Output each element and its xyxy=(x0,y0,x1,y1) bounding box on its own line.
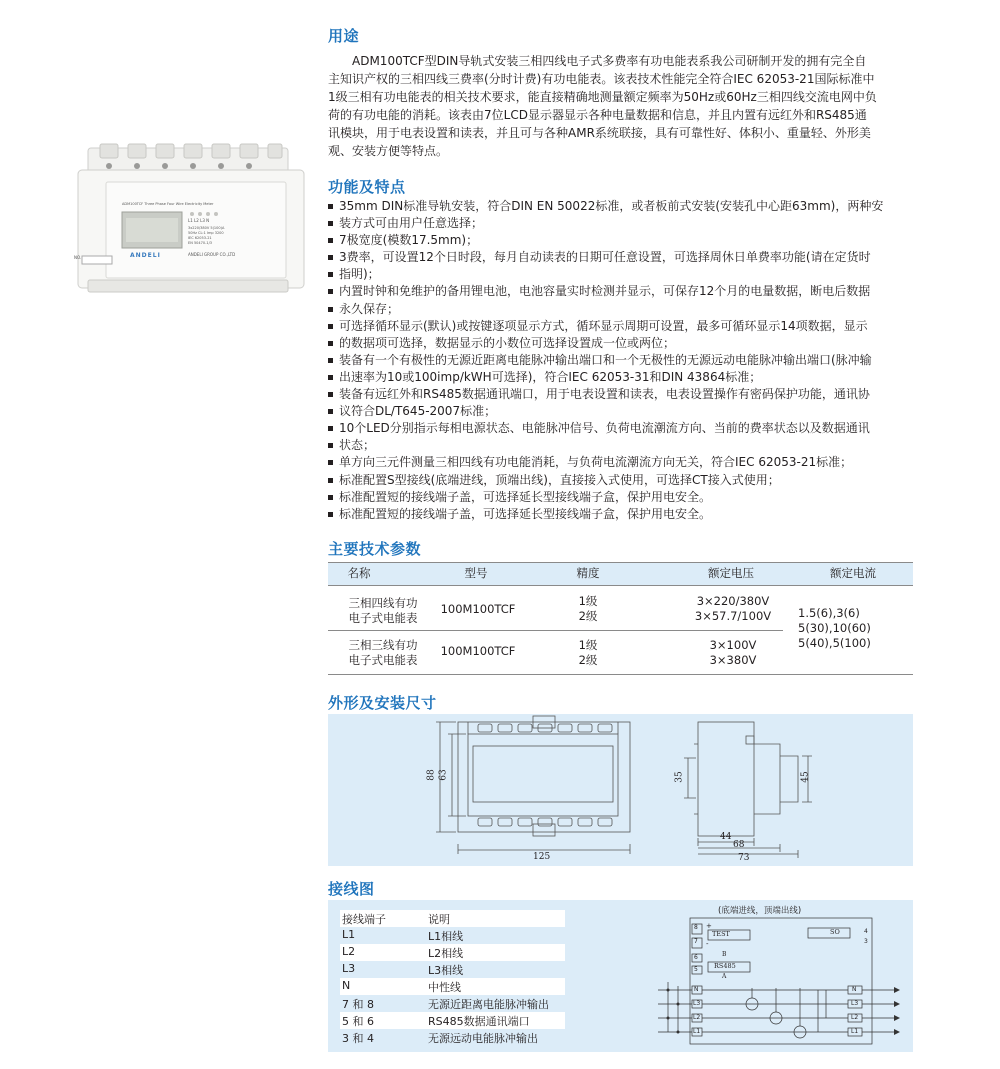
dim-side-45: 45 xyxy=(800,771,811,783)
row1-name-line: 电子式电能表 xyxy=(348,611,418,625)
wiring-desc: L2相线 xyxy=(428,947,464,960)
diagram-rs485-label: RS485 xyxy=(714,962,736,970)
terminal-5: 5 xyxy=(694,966,698,973)
wiring-row xyxy=(340,944,565,961)
dim-height-inner: 63 xyxy=(438,769,449,781)
meter-serial-label: NO. xyxy=(74,255,82,260)
wiring-desc: RS485数据通讯端口 xyxy=(428,1015,530,1028)
meter-terminals: L1 L2 L3 N xyxy=(188,218,210,223)
wiring-row xyxy=(340,1029,565,1046)
feature-item: 标准配置短的接线端子盖，可选择延长型接线端子盒，保护用电安全。 xyxy=(328,506,940,523)
usage-line: 观、安装方便等特点。 xyxy=(328,144,449,158)
feature-item: 3费率，可设置12个日时段，每月自动读表的日期可任意设置，可选择周休日单费率功能(请在定货时 xyxy=(328,249,940,266)
wiring-row xyxy=(340,927,565,944)
dim-side-68: 68 xyxy=(733,840,745,850)
wiring-diagram xyxy=(658,904,908,1049)
row1-accuracy xyxy=(558,594,618,624)
diagram-title: (底端进线，顶端出线) xyxy=(718,906,802,916)
wiring-row xyxy=(340,1012,565,1029)
row1-accuracy-line: 1级 xyxy=(578,594,598,608)
feature-item: 指明)； xyxy=(328,266,940,283)
wiring-terminal: N xyxy=(342,979,351,992)
row2-voltage xyxy=(673,638,793,668)
diagram-test-label: TEST xyxy=(712,930,730,938)
row1-name-line: 三相四线有功 xyxy=(348,596,418,610)
diagram-minus-label: - xyxy=(706,940,709,948)
wiring-terminal: 5 和 6 xyxy=(342,1015,374,1028)
terminal-8: 8 xyxy=(694,924,698,931)
diagram-a-label: A xyxy=(722,973,727,980)
feature-item: 10个LED分别指示每相电源状态、电能脉冲信号、负荷电流潮流方向、当前的费率状态以及数据通讯 xyxy=(328,420,940,437)
tech-params-table xyxy=(328,562,913,682)
feature-item: 出速率为10或100imp/kWH可选择)，符合IEC 62053-31和DIN 43864标准； xyxy=(328,369,940,386)
features-heading: 功能及特点 xyxy=(328,178,406,196)
col-header-accuracy: 精度 xyxy=(576,566,600,580)
row2-accuracy-line: 1级 xyxy=(578,638,598,652)
terminal-4: 4 xyxy=(864,928,868,935)
feature-item: 7极宽度(模数17.5mm)； xyxy=(328,232,940,249)
col-desc: 说明 xyxy=(428,913,450,926)
terminal-l1-left: L1 xyxy=(693,1028,701,1035)
dim-height-outer: 88 xyxy=(426,769,437,781)
feature-item: 永久保存； xyxy=(328,301,940,318)
feature-item: 单方向三元件测量三相四线有功电能消耗，与负荷电流潮流方向无关，符合IEC 62053-21标准； xyxy=(328,454,940,471)
wiring-terminal: L3 xyxy=(342,962,356,975)
table-bottom-border xyxy=(328,674,913,675)
wiring-row xyxy=(340,961,565,978)
wiring-list-header xyxy=(340,910,565,927)
col-header-current: 额定电流 xyxy=(830,566,876,580)
wiring-terminal: L2 xyxy=(342,945,356,958)
feature-item: 35mm DIN标准导轨安装，符合DIN EN 50022标准，或者板前式安装(安装孔中心距63mm)，两种安 xyxy=(328,198,940,215)
usage-line: 主知识产权的三相四线三费率(分时计费)有功电能表。该表技术性能完全符合IEC 62053-21国际标准中 xyxy=(328,72,875,86)
terminal-l2-right: L2 xyxy=(851,1014,859,1021)
terminal-l2-left: L2 xyxy=(693,1014,701,1021)
current-line: 5(30),10(60) xyxy=(798,621,871,635)
dimensions-heading: 外形及安装尺寸 xyxy=(328,694,437,712)
wiring-row xyxy=(340,995,565,1012)
row2-model: 100M100TCF xyxy=(440,644,516,658)
features-list xyxy=(328,198,940,523)
usage-line: 荷的有功电能的消耗。该表由7位LCD显示器显示各种电量数据和信息，并且内置有远红外和RS485通 xyxy=(328,108,867,122)
dim-side-44: 44 xyxy=(720,832,732,842)
usage-line: 讯模块，用于电表设置和读表，并且可与各种AMR系统联接，具有可靠性好、体积小、重量轻、外形美 xyxy=(328,126,871,140)
row2-name-line: 电子式电能表 xyxy=(348,653,418,667)
meter-company: ANDELI GROUP CO.,LTD xyxy=(188,252,236,257)
row1-name xyxy=(338,596,428,626)
feature-item: 装备有远红外和RS485数据通讯端口，用于电表设置和读表，电表设置操作有密码保护功能，通讯协 xyxy=(328,386,940,403)
wiring-desc: L1相线 xyxy=(428,930,464,943)
wiring-terminal: 7 和 8 xyxy=(342,998,374,1011)
row1-model: 100M100TCF xyxy=(440,602,516,616)
dimensions-panel xyxy=(328,714,913,866)
terminal-l3-left: L3 xyxy=(693,1000,701,1007)
row1-accuracy-line: 2级 xyxy=(578,609,598,623)
meter-spec-line: IEC 62053-21 xyxy=(188,236,212,240)
diagram-so-label: SO xyxy=(830,928,840,936)
feature-item: 的数据项可选择，数据显示的小数位可选择设置成一位或两位； xyxy=(328,335,940,352)
current-line: 1.5(6),3(6) xyxy=(798,606,860,620)
terminal-l3-right: L3 xyxy=(851,1000,859,1007)
feature-item: 装备有一个有极性的无源近距离电能脉冲输出端口和一个无极性的无源远动电能脉冲输出端口(脉冲输 xyxy=(328,352,940,369)
terminal-6: 6 xyxy=(694,954,698,961)
dimension-drawing xyxy=(328,714,913,866)
terminal-3: 3 xyxy=(864,938,868,945)
usage-line: 1级三相有功电能表的相关技术要求，能直接精确地测量额定频率为50Hz或60Hz三相四线交流电网中负 xyxy=(328,90,877,104)
wiring-desc: 无源远动电能脉冲输出 xyxy=(428,1032,538,1045)
feature-item: 装方式可由用户任意选择； xyxy=(328,215,940,232)
terminal-7: 7 xyxy=(694,938,698,945)
meter-brand: ANDELI xyxy=(130,252,161,259)
wiring-heading: 接线图 xyxy=(328,880,375,898)
meter-spec-line: EN 50470-1/3 xyxy=(188,241,212,245)
col-header-name: 名称 xyxy=(347,566,371,580)
feature-item: 标准配置短的接线端子盖，可选择延长型接线端子盒，保护用电安全。 xyxy=(328,489,940,506)
meter-spec-line: 3x220/380V 5(100)A xyxy=(188,226,225,230)
wiring-desc: 中性线 xyxy=(428,981,461,994)
wiring-panel xyxy=(328,900,913,1052)
feature-item: 可选择循环显示(默认)或按键逐项显示方式，循环显示周期可设置，最多可循环显示14项数据，显示 xyxy=(328,318,940,335)
current-values xyxy=(798,606,888,651)
wiring-terminal: L1 xyxy=(342,928,356,941)
col-header-voltage: 额定电压 xyxy=(708,566,754,580)
row2-accuracy xyxy=(558,638,618,668)
feature-item: 标准配置S型接线(底端进线，顶端出线)，直接接入式使用，可选择CT接入式使用； xyxy=(328,472,940,489)
meter-label-line: ADM100TCF Three Phase Four Wire Electricity Meter xyxy=(122,202,214,206)
tech-params-heading: 主要技术参数 xyxy=(328,540,422,558)
usage-line: ADM100TCF型DIN导轨式安装三相四线电子式多费率有功电能表系我公司研制开发的拥有完全自 xyxy=(352,54,867,68)
row2-voltage-line: 3×100V xyxy=(709,638,757,652)
row2-voltage-line: 3×380V xyxy=(709,653,757,667)
wiring-row xyxy=(340,978,565,995)
feature-item: 内置时钟和免维护的备用锂电池，电池容量实时检测并显示，可保存12个月的电量数据，断电后数据 xyxy=(328,283,940,300)
col-terminal: 接线端子 xyxy=(342,913,386,926)
current-line: 5(40),5(100) xyxy=(798,636,871,650)
terminal-n-right: N xyxy=(852,986,857,993)
feature-item: 议符合DL/T645-2007标准； xyxy=(328,403,940,420)
dim-side-73: 73 xyxy=(738,853,750,863)
diagram-plus-label: + xyxy=(706,922,712,930)
terminal-n-left: N xyxy=(694,986,699,993)
row1-voltage-line: 3×220/380V xyxy=(696,594,770,608)
meter-spec-line: 50Hz CL:1 Imp 3200 xyxy=(188,231,224,235)
diagram-b-label: B xyxy=(722,951,727,958)
wiring-desc: 无源近距离电能脉冲输出 xyxy=(428,998,549,1011)
feature-item: 状态； xyxy=(328,437,940,454)
product-image xyxy=(70,142,310,297)
row2-name xyxy=(338,638,428,668)
usage-heading: 用途 xyxy=(328,27,360,45)
row1-voltage xyxy=(673,594,793,624)
row-divider xyxy=(328,630,783,631)
row2-name-line: 三相三线有功 xyxy=(348,638,418,652)
meter-specs xyxy=(188,226,224,246)
wiring-desc: L3相线 xyxy=(428,964,464,977)
usage-paragraph xyxy=(328,52,938,160)
row2-accuracy-line: 2级 xyxy=(578,653,598,667)
dim-side-35: 35 xyxy=(674,771,685,783)
wiring-terminal: 3 和 4 xyxy=(342,1032,374,1045)
terminal-l1-right: L1 xyxy=(851,1028,859,1035)
col-header-model: 型号 xyxy=(464,566,488,580)
dim-width: 125 xyxy=(533,852,551,862)
row1-voltage-line: 3×57.7/100V xyxy=(694,609,772,623)
